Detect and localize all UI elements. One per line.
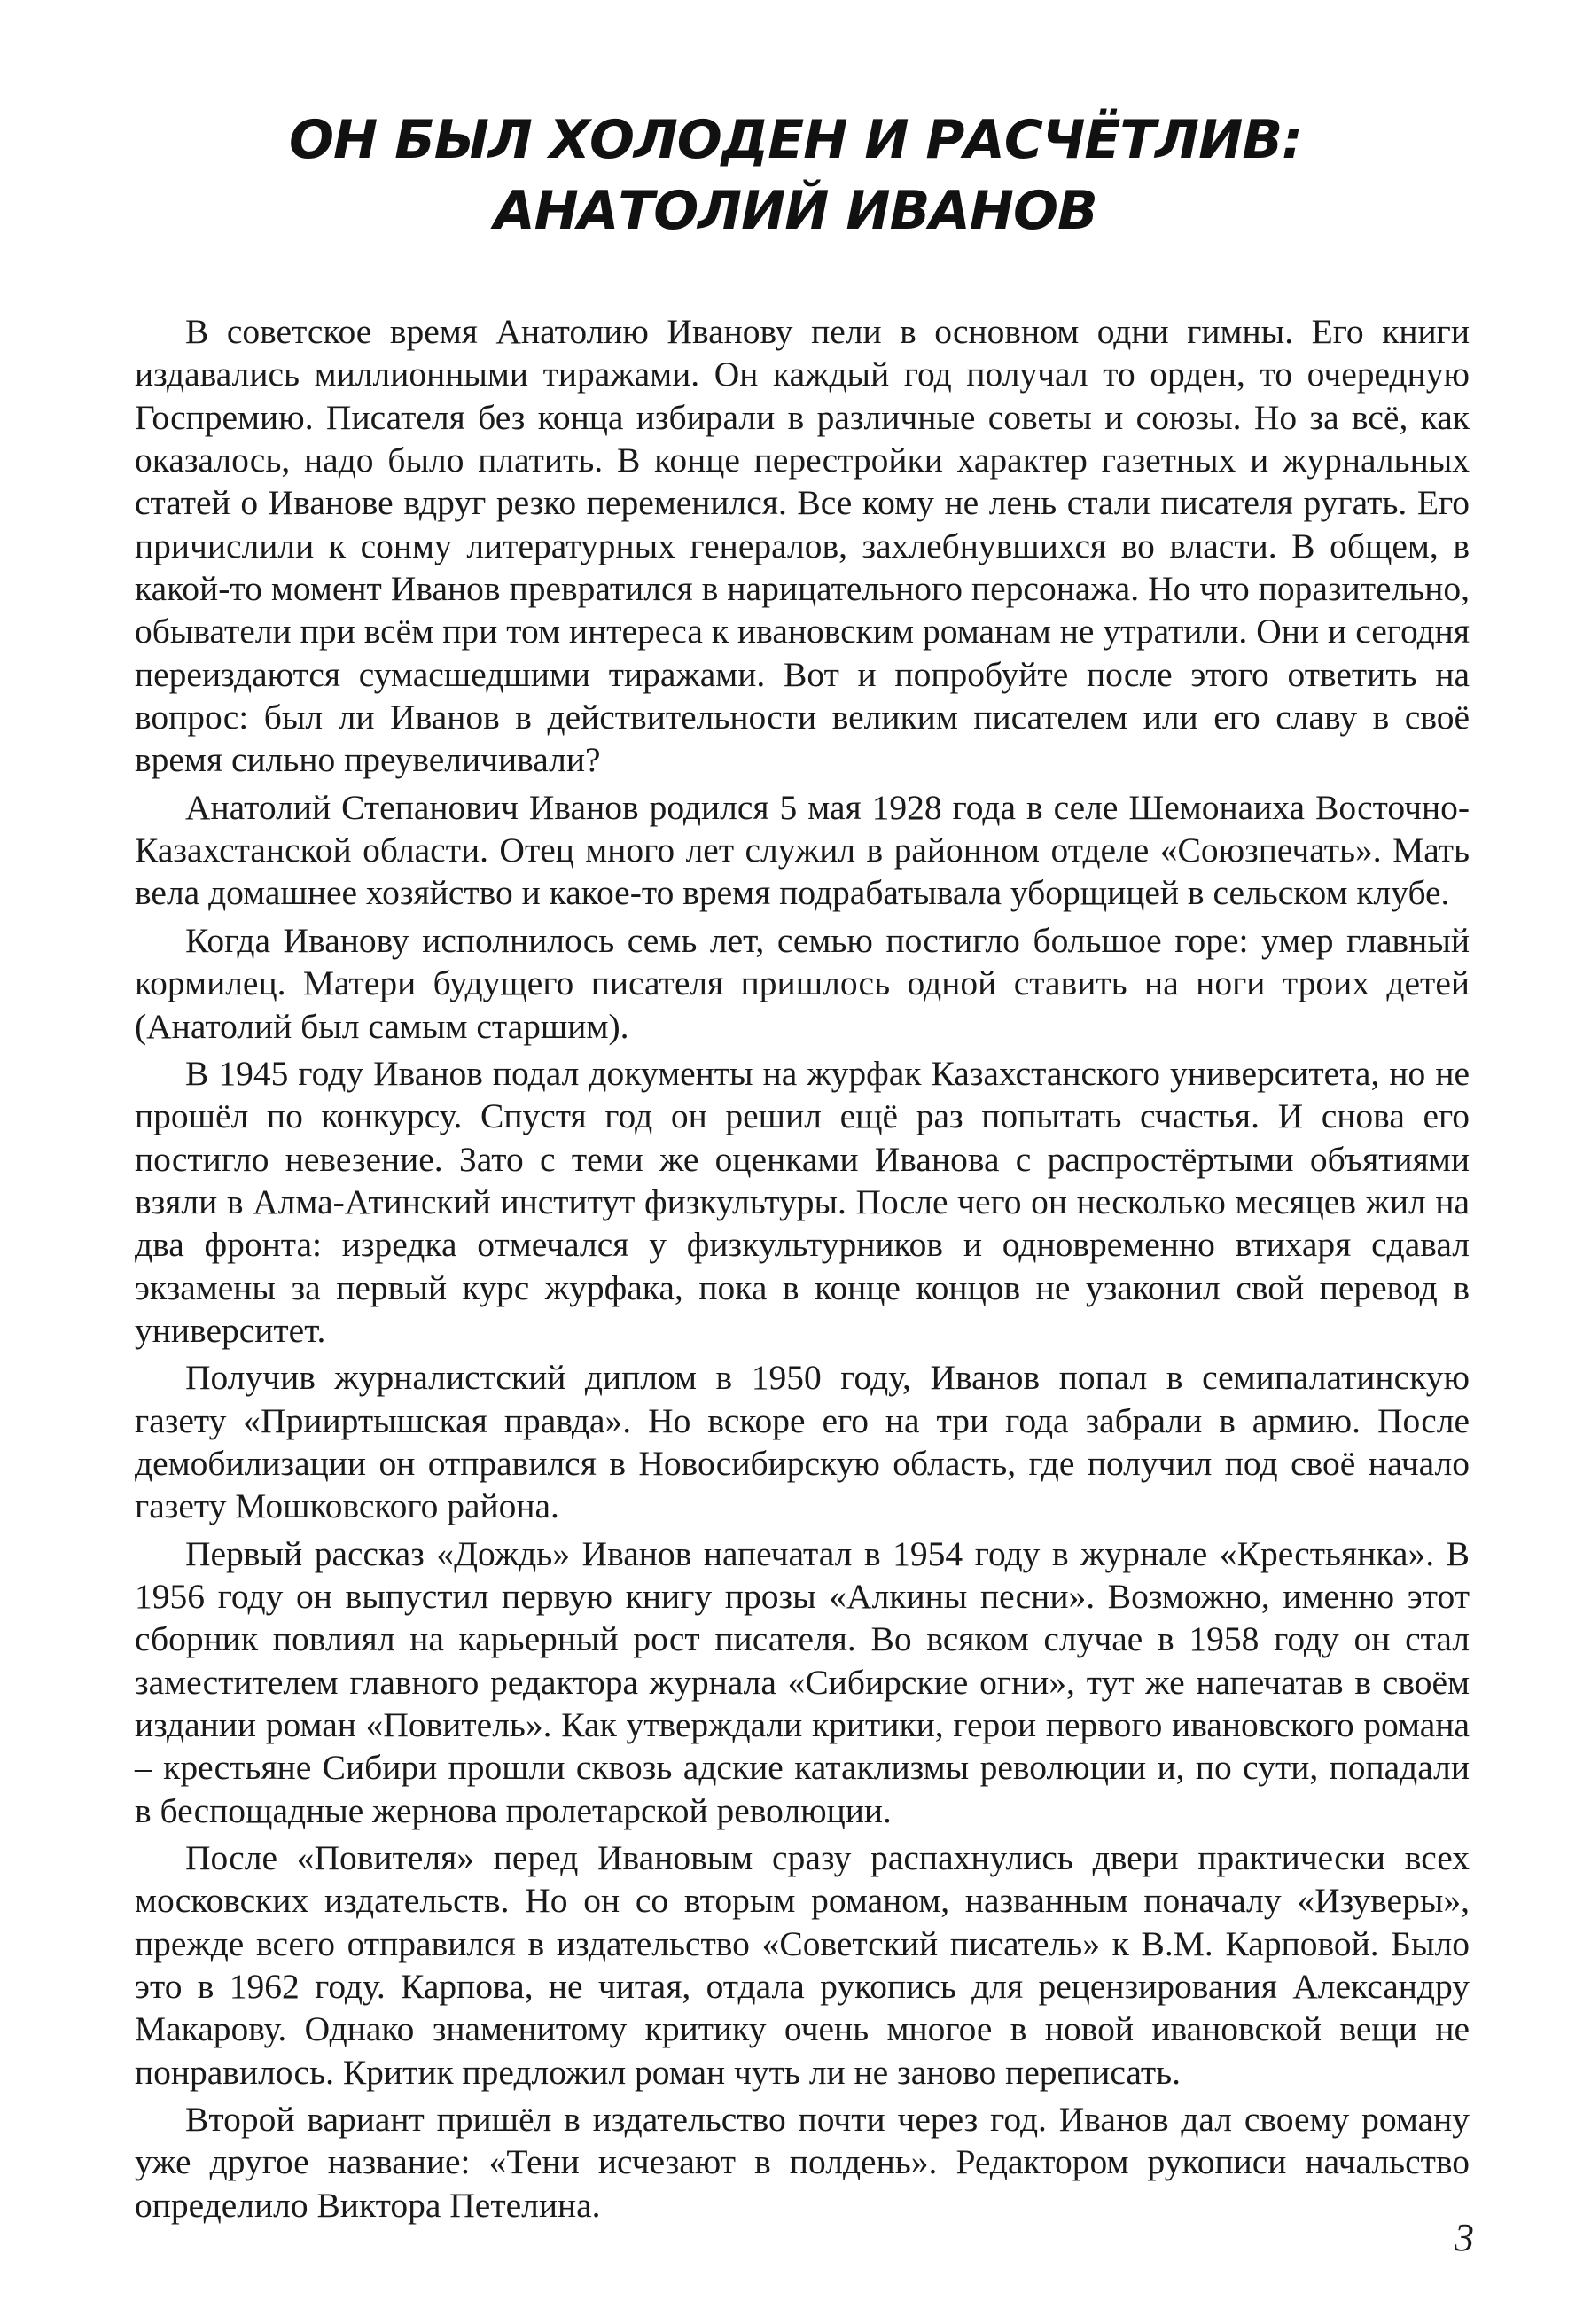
paragraph: В 1945 году Иванов подал документы на журфак Казахстанского университета, но не прошёл по конкурсу. Спустя год он решил ещё раз попытать счастья. И снова его постигло невезение. Зато с теми же оценками Иванова с распростёртыми объятиями взяли в Алма-Атинский институт физкультуры. После чего он несколько месяцев жил на два фронта: изредка отмечался у физкультурников и одновременно втихаря сдавал экзамены за первый курс журфака, пока в конце концов не узаконил свой перевод в университет. <box>135 1053 1470 1350</box>
paragraph: После «Повителя» перед Ивановым сразу распахнулись двери практически всех московских издательств. Но он со вторым романом, названным поначалу «Изуверы», прежде всего отправился в издательство «Советский писатель» к В.М. Карповой. Было это в 1962 году. Карпова, не читая, отдала рукопись для рецензирования Александру Макарову. Однако знаменитому критику очень многое в новой ивановской вещи не понравилось. Критик предложил роман чуть ли не заново переписать. <box>135 1838 1470 2092</box>
body-text <box>135 310 1470 2231</box>
paragraph: Когда Иванову исполнилось семь лет, семью постигло большое горе: умер главный кормилец. Матери будущего писателя пришлось одной ставить на ноги троих детей (Анатолий был самым старшим). <box>135 920 1470 1046</box>
chapter-title-line-2: АНАТОЛИЙ ИВАНОВ <box>494 180 1097 242</box>
paragraph: Анатолий Степанович Иванов родился 5 мая 1928 года в селе Шемонаиха Восточно-Казахстанской области. Отец много лет служил в районном отделе «Союзпечать». Мать вела домашнее хозяйство и какое-то время подрабатывала уборщицей в сельском клубе. <box>135 787 1470 913</box>
paragraph: Получив журналистский диплом в 1950 году, Иванов попал в семипалатинскую газету «Прииртышская правда». Но вскоре его на три года забрали в армию. После демобилизации он отправился в Новосибирскую область, где получил под своё начало газету Мошковского района. <box>135 1358 1470 1526</box>
paragraph: Первый рассказ «Дождь» Иванов напечатал в 1954 году в журнале «Крестьянка». В 1956 году он выпустил первую книгу прозы «Алкины песни». Возможно, именно этот сборник повлиял на карьерный рост писателя. Во всяком случае в 1958 году он стал заместителем главного редактора журнала «Сибирские огни», тут же напечатав в своём издании роман «Повитель». Как утверждали критики, герои первого ивановского романа – крестьяне Сибири прошли сквозь адские катаклизмы революции и, по сути, попадали в беспощадные жернова пролетарской революции. <box>135 1533 1470 1830</box>
chapter-title <box>133 105 1458 246</box>
paragraph: Второй вариант пришёл в издательство почти через год. Иванов дал своему роману уже другое название: «Тени исчезают в полдень». Редактором рукописи начальство определило Виктора Петелина. <box>135 2100 1470 2225</box>
chapter-title-line-1: ОН БЫЛ ХОЛОДЕН И РАСЧЁТЛИВ: <box>288 109 1303 171</box>
page-number: 3 <box>1455 2216 1474 2259</box>
paragraph: В советское время Анатолию Иванову пели в основном одни гимны. Его книги издавались миллионными тиражами. Он каждый год получал то орден, то очередную Госпремию. Писателя без конца избирали в различные советы и союзы. Но за всё, как оказалось, надо было платить. В конце перестройки характер газетных и журнальных статей о Иванове вдруг резко переменился. Все кому не лень стали писателя ругать. Его причислили к сонму литературных генералов, захлебнувшихся во власти. В общем, в какой-то момент Иванов превратился в нарицательного персонажа. Но что поразительно, обыватели при всём при том интереса к ивановским романам не утратили. Они и сегодня переиздаются сумасшедшими тиражами. Вот и попробуйте после этого ответить на вопрос: был ли Иванов в действительности великим писателем или его славу в своё время сильно преувеличивали? <box>135 312 1470 780</box>
